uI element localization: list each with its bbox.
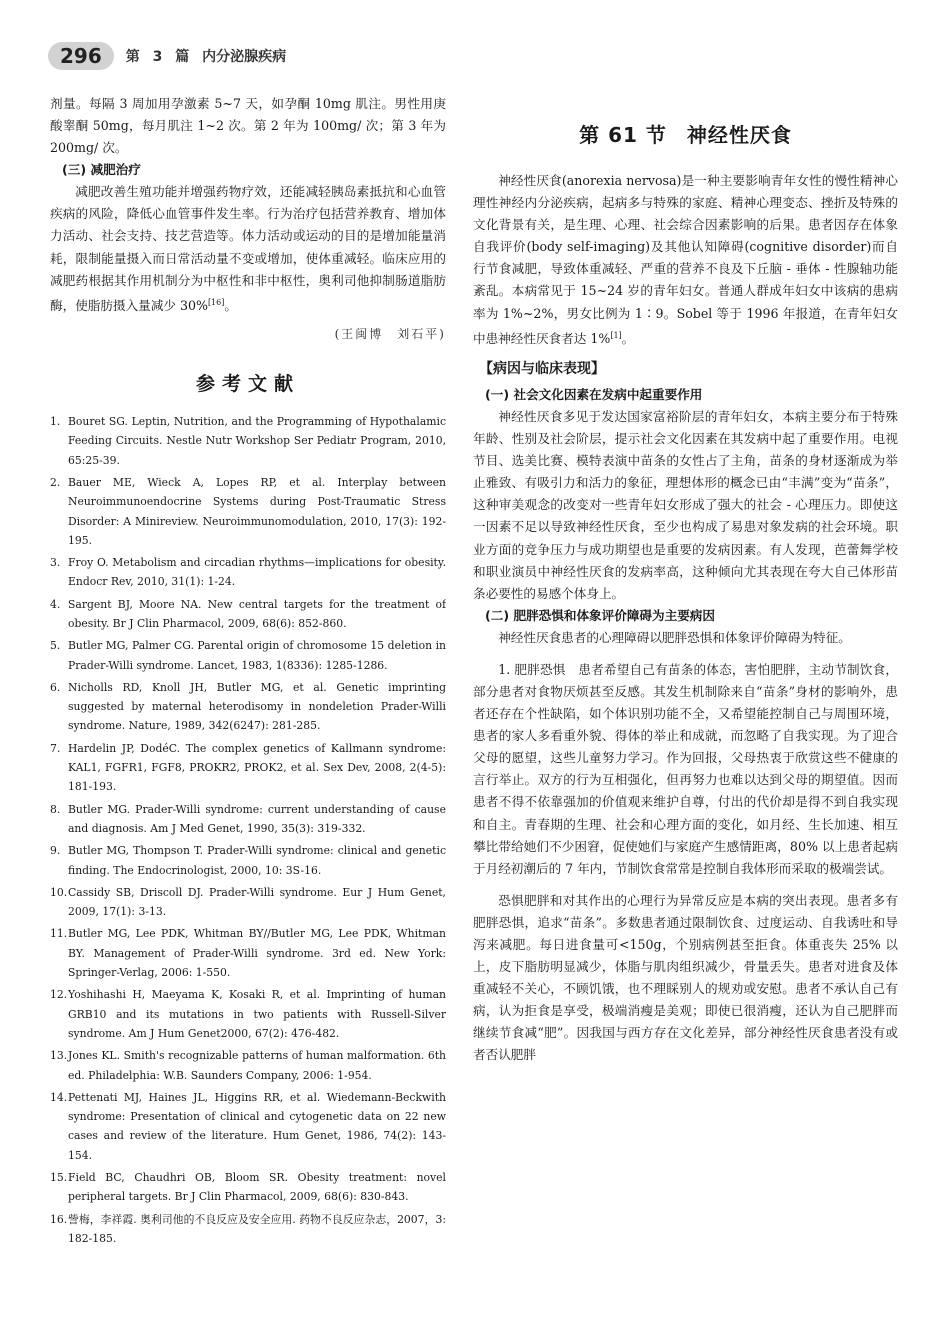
reference-item: [50, 412, 446, 470]
reference-text: Field BC, Chaudhri OB, Bloom SR. Obesity treatment: novel peripheral targets. Br J Clin Pharmacol, 2009, 68(6): 830-843.: [68, 1171, 446, 1204]
reference-text: Sargent BJ, Moore NA. New central targets for the treatment of obesity. Br J Clin Pharmacol, 2009, 68(6): 852-860.: [68, 597, 446, 630]
reference-text: Froy O. Metabolism and circadian rhythms—implications for obesity. Endocr Rev, 2010, 31(1): 1-24.: [68, 556, 446, 589]
reference-number: 6.: [50, 680, 61, 694]
reference-number: 5.: [50, 639, 61, 653]
reference-number: 14.: [50, 1090, 68, 1104]
paragraph-dosage: 剂量。每隔 3 周加用孕激素 5~7 天，如孕酮 10mg 肌注。男性用庚酸睾酮 50mg，每月肌注 1~2 次。第 2 年为 100mg/ 次；第 3 年为 200mg/ 次。: [50, 96, 446, 156]
citation-1: [1]: [610, 330, 622, 340]
part-label: 第 3 篇: [125, 49, 190, 65]
reference-item: [50, 924, 446, 982]
reference-number: 9.: [50, 844, 61, 858]
reference-number: 3.: [50, 556, 61, 570]
reference-number: 11.: [50, 927, 68, 941]
subheading-obesity-fear: (二) 肥胖恐惧和体象评价障碍为主要病因: [485, 607, 715, 623]
reference-number: 16.: [50, 1212, 68, 1226]
running-title: [126, 46, 286, 66]
reference-item: [50, 739, 446, 797]
reference-item: [50, 553, 446, 592]
citation-16: [16]: [207, 297, 225, 307]
heading-etiology: 【病因与临床表现】: [479, 360, 605, 377]
reference-item: [50, 985, 446, 1043]
reference-item: [50, 1168, 446, 1207]
reference-text: 訾梅，李祥霞. 奥利司他的不良反应及安全应用. 药物不良反应杂志，2007，3: 182-185.: [68, 1212, 446, 1245]
subheading-social-factors: (一) 社会文化因素在发病中起重要作用: [485, 386, 703, 402]
running-header: [48, 38, 286, 74]
subheading-weight-loss: (三) 减肥治疗: [62, 162, 141, 178]
reference-item: [50, 841, 446, 880]
paragraph-obesity-fear: 1. 肥胖恐惧 患者希望自己有苗条的体态，害怕肥胖，主动节制饮食，部分患者对食物厌烦甚至反感。其发生机制除来自“苗条”身材的影响外，患者还存在个性缺陷，如个体识别功能不全，又希望能控制自己与周围环境，患者的家人多看重外貌、得体的举止和成就，而忽略了自我实现。为了迎合父母的愿望，这些儿童努力学习。作为回报，父母热衷于欣赏这些不健康的言行举止。双方的行为互相强化，但再努力也难以达到父母的期望值。因而患者不得不依靠强加的价值观来维护自尊，付出的代价却是得不到自我实现和自主。青春期的生理、社会和心理方面的变化，如月经、生长加速、相互攀比带给她们不少困窘，促使她们与家庭产生感情距离，80% 以上患者起病于月经初潮后的 7 年内，节制饮食常常是控制自我体形而采取的极端尝试。: [473, 661, 898, 876]
reference-text: Cassidy SB, Driscoll DJ. Prader-Willi syndrome. Eur J Hum Genet, 2009, 17(1): 3-13.: [68, 885, 446, 919]
reference-item: [50, 595, 446, 634]
paragraph-intro-end: 。: [621, 330, 635, 346]
reference-item: [50, 636, 446, 675]
reference-text: Hardelin JP, DodéC. The complex genetics of Kallmann syndrome: KAL1, FGFR1, FGF8, PROKR2, PROK2, et al. Sex Dev, 2008, 2(4-5): 181-193.: [68, 741, 446, 794]
author-signature: (王闽博 刘石平): [334, 327, 446, 342]
section-number: 第 61 节: [579, 123, 667, 147]
section-title: [473, 119, 898, 148]
reference-text: Bouret SG. Leptin, Nutrition, and the Programming of Hypothalamic Feeding Circuits. Nestle Nutr Workshop Ser Pediatr Program, 2010, 65:25-39.: [68, 415, 446, 467]
reference-item: [50, 1088, 446, 1165]
reference-item: [50, 678, 446, 736]
reference-number: 15.: [50, 1171, 68, 1185]
reference-number: 12.: [50, 988, 68, 1002]
paragraph-weight-loss-text: 减肥改善生殖功能并增强药物疗效，还能减轻胰岛素抵抗和心血管疾病的风险，降低心血管事件发生率。行为治疗包括营养教育、增加体力活动、社会支持、技艺营造等。体力活动或运动的目的是增加能量消耗，限制能量摄入而日常活动量不变或增加，使体重减轻。临床应用的减肥药根据其作用机制分为中枢性和非中枢性，奥利司他抑制肠道脂肪酶，使脂肪摄入量减少 30%: [50, 184, 446, 313]
reference-text: Nicholls RD, Knoll JH, Butler MG, et al. Genetic imprinting suggested by maternal heterodisomy in nondeletion Prader-Willi syndrome. Nature, 1989, 342(6247): 281-285.: [68, 680, 446, 733]
paragraph-symptoms: 恐惧肥胖和对其作出的心理行为异常反应是本病的突出表现。患者多有肥胖恐惧，追求“苗条”。多数患者通过限制饮食、过度运动、自我诱吐和导泻来减肥。每日进食量可<150g，个别病例甚至拒食。体重丧失 25% 以上，皮下脂肪明显减少，体脂与肌肉组织减少，骨量丢失。患者对进食及体重减轻不关心，不顾饥饿，也不理睬别人的规劝或安慰。患者不承认自己有病，认为拒食是享受，极端消瘦是美观；即使已很消瘦，还认为自己肥胖而继续节食减“肥”。因我国与西方存在文化差异，部分神经性厌食患者没有或者否认肥胖: [473, 892, 898, 1063]
reference-number: 1.: [50, 415, 61, 429]
left-column: [50, 93, 446, 1251]
reference-number: 8.: [50, 802, 61, 816]
reference-item: [50, 800, 446, 839]
reference-list: [50, 412, 446, 1248]
paragraph-psychological: 神经性厌食患者的心理障碍以肥胖恐惧和体象评价障碍为特征。: [498, 629, 851, 645]
paragraph-weight-loss-end: 。: [224, 297, 237, 313]
reference-number: 2.: [50, 475, 61, 489]
reference-number: 7.: [50, 741, 61, 755]
reference-item: [50, 1046, 446, 1085]
reference-item: [50, 883, 446, 922]
reference-text: Yoshihashi H, Maeyama K, Kosaki R, et al. Imprinting of human GRB10 and its mutations in two patients with Russell-Silver syndrome. Am J Hum Genet2000, 67(2): 476-482.: [68, 988, 446, 1040]
references-heading: 参考文献: [195, 373, 300, 396]
reference-number: 13.: [50, 1049, 68, 1063]
reference-item: [50, 473, 446, 550]
paragraph-intro-text: 神经性厌食(anorexia nervosa)是一种主要影响青年女性的慢性精神心理性神经内分泌疾病，起病多与特殊的家庭、精神心理变态、挫折及特殊的文化背景有关，是生理、心理、社会综合因素影响的后果。患者因存在体象自我评价(body self-imaging)及其他认知障碍(cognitive disorder)而自行节食减肥，导致体重减轻、严重的营养不良及下丘脑 - 垂体 - 性腺轴功能紊乱。本病常见于 15~24 岁的青年妇女。普通人群成年妇女中该病的患病率为 1%~2%，男女比例为 1∶9。Sobel 等于 1996 年报道，在青年妇女中患神经性厌食者达 1%: [473, 173, 898, 346]
section-name: 神经性厌食: [686, 123, 792, 147]
page-number: 296: [48, 42, 114, 70]
reference-number: 10.: [50, 885, 68, 899]
reference-text: Butler MG, Palmer CG. Parental origin of chromosome 15 deletion in Prader-Willi syndrome. Lancet, 1983, 1(8336): 1285-1286.: [68, 639, 446, 672]
part-title: 内分泌腺疾病: [202, 49, 287, 65]
reference-text: Bauer ME, Wieck A, Lopes RP, et al. Interplay between Neuroimmunoendocrine Systems during Post-Traumatic Stress Disorder: A Minireview. Neuroimmunomodulation, 2010, 17(3): 192-195.: [68, 475, 446, 547]
reference-text: Butler MG, Lee PDK, Whitman BY//Butler MG, Lee PDK, Whitman BY. Management of Prader-Willi syndrome. 3rd ed. New York: Springer-Verlag, 2006: 1-550.: [68, 927, 446, 980]
reference-text: Pettenati MJ, Haines JL, Higgins RR, et al. Wiedemann-Beckwith syndrome: Presentation of clinical and cytogenetic data on 22 new cases and review of the literature. Hum Genet, 1986, 74(2): 143-154.: [68, 1090, 446, 1162]
reference-text: Jones KL. Smith's recognizable patterns of human malformation. 6th ed. Philadelphia: W.B. Saunders Company, 2006: 1-954.: [68, 1049, 446, 1082]
paragraph-social-factors: 神经性厌食多见于发达国家富裕阶层的青年妇女，本病主要分布于特殊年龄、性别及社会阶层，提示社会文化因素在其发病中起了重要作用。电视节目、选美比赛、模特表演中苗条的女性占了主角，苗条的身材逐渐成为举止雅致、有吸引力和活力的象征，理想体形的概念已由“丰满”变为“苗条”，这种审美观念的改变对一些青年妇女形成了强大的社会 - 心理压力。即使这一因素不足以导致神经性厌食，至少也构成了易患对象发病的社会环境。职业方面的竞争压力与成功期望也是重要的发病因素。有人发现，芭蕾舞学校和职业演员中神经性厌食的发病率高，这种倾向尤其表现在夸大自己体形苗条必要性的易感个体身上。: [473, 408, 898, 601]
reference-number: 4.: [50, 597, 61, 611]
reference-item: [50, 1210, 446, 1249]
paragraph-weight-loss: [50, 181, 446, 317]
paragraph-intro: [473, 170, 898, 350]
reference-text: Butler MG. Prader-Willi syndrome: current understanding of cause and diagnosis. Am J Med Genet, 1990, 35(3): 319-332.: [68, 802, 446, 835]
right-column: [473, 93, 898, 1067]
reference-text: Butler MG, Thompson T. Prader-Willi syndrome: clinical and genetic finding. The Endocrinologist, 2000, 10: 3S-16.: [68, 844, 446, 877]
